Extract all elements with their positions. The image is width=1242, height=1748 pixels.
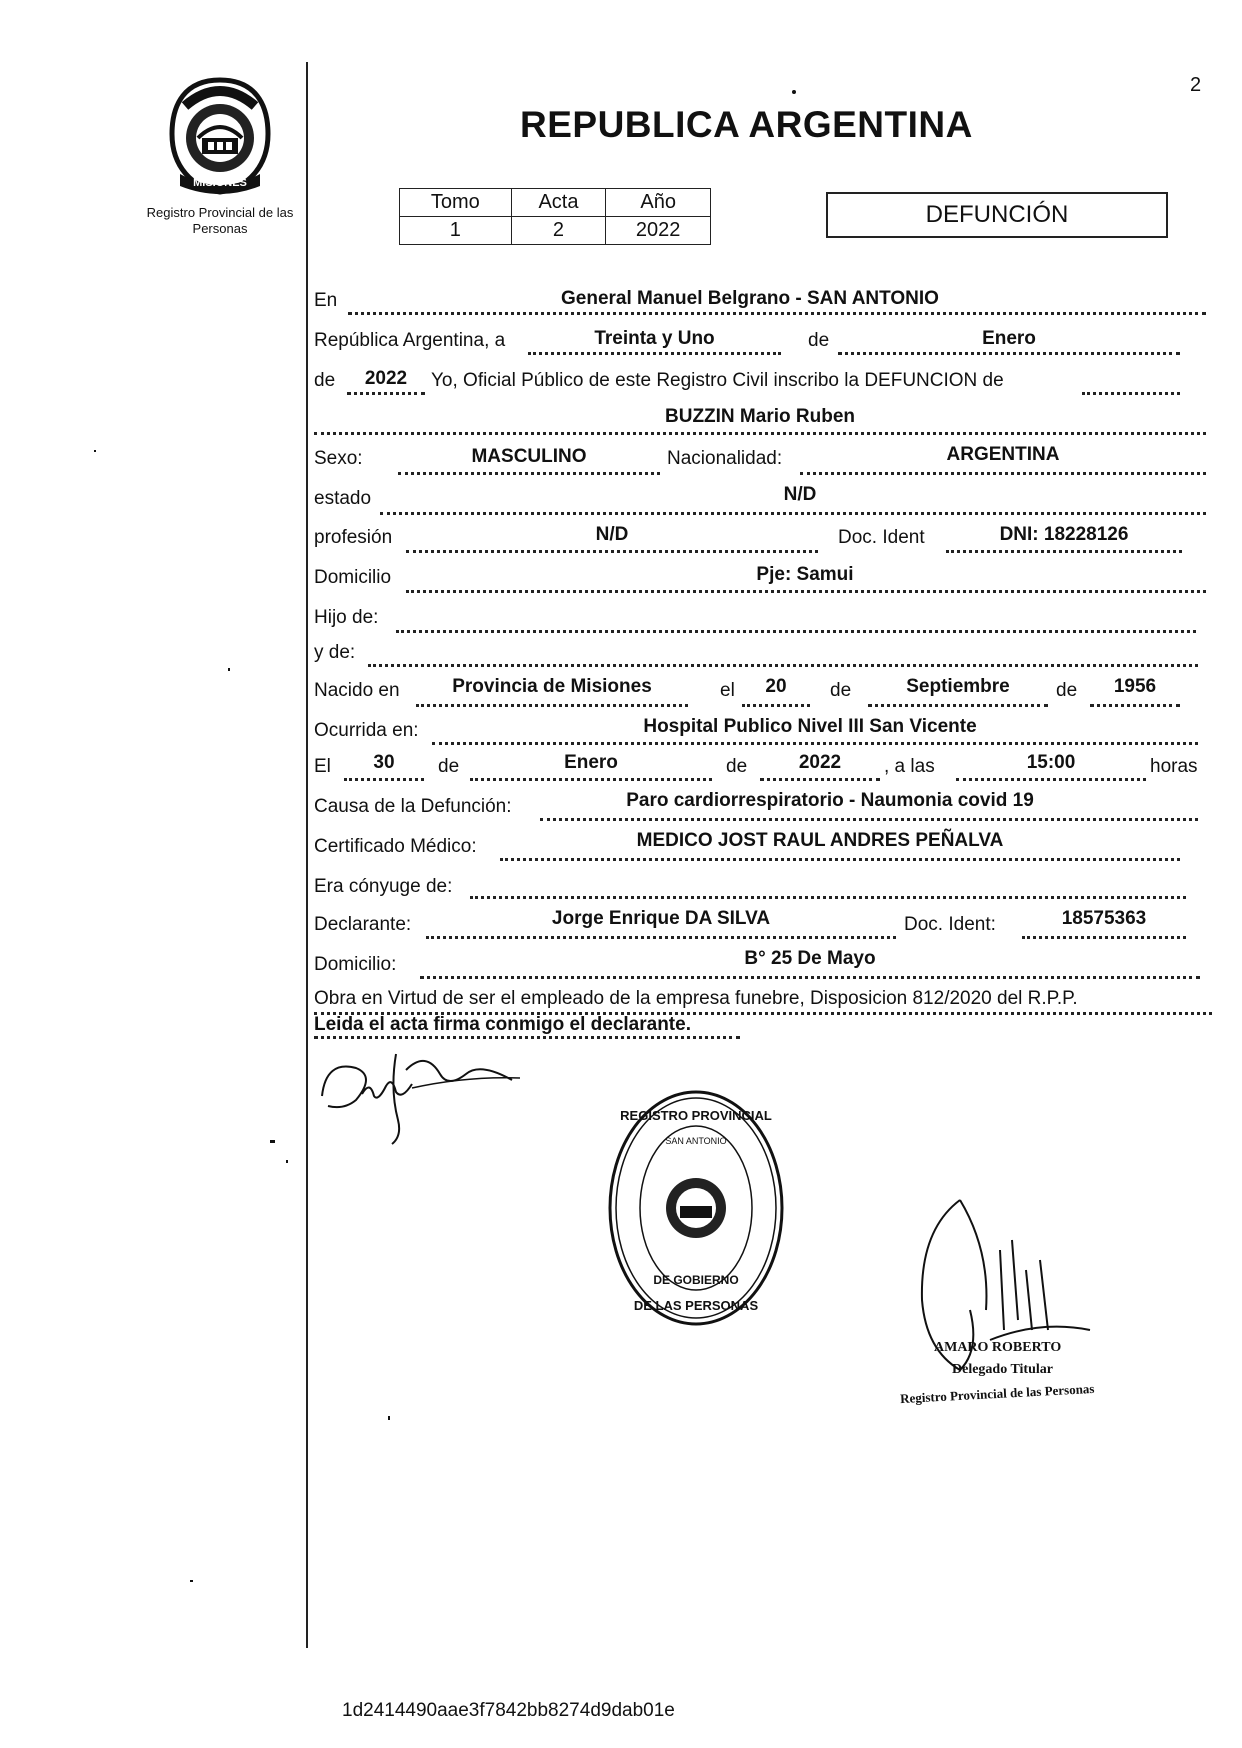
scan-mark (286, 1160, 288, 1163)
dotted-line (398, 472, 660, 475)
svg-text:DE GOBIERNO: DE GOBIERNO (653, 1273, 739, 1287)
dotted-line (348, 312, 1206, 315)
dotted-line (426, 936, 896, 939)
field-nacido-dia: 20 (765, 676, 787, 697)
field-doc-ident: DNI: 18228126 (999, 524, 1129, 545)
dotted-line (800, 472, 1206, 475)
dotted-line (742, 704, 810, 707)
label-de: de (830, 680, 852, 701)
record-table (399, 188, 711, 245)
dotted-line (420, 976, 1200, 979)
table-cell-anio: 2022 (606, 217, 711, 245)
label-ocurrida-en: Ocurrida en: (314, 720, 419, 741)
footer-hash: 1d2414490aae3f7842bb8274d9dab01e (342, 1700, 675, 1721)
label-yo-oficial: Yo, Oficial Público de este Registro Civil inscribo la DEFUNCION de (431, 370, 1004, 391)
dotted-line (528, 352, 781, 355)
dotted-line (946, 550, 1182, 553)
official-stamp-icon (606, 1088, 786, 1328)
dotted-line (380, 512, 1206, 515)
closing-line-2: Leida el acta firma conmigo el declarante. (314, 1014, 691, 1035)
dotted-line (314, 1036, 740, 1039)
svg-text:REGISTRO PROVINCIAL: REGISTRO PROVINCIAL (620, 1108, 772, 1123)
label-el: el (720, 680, 735, 701)
margin-line (306, 62, 308, 1648)
svg-text:MISIONES: MISIONES (193, 177, 247, 189)
dotted-line (540, 818, 1198, 821)
label-sexo: Sexo: (314, 448, 363, 469)
closing-line-1: Obra en Virtud de ser el empleado de la empresa funebre, Disposicion 812/2020 del R.P.P. (314, 988, 1078, 1009)
official-signature-title: Delegado Titular (952, 1362, 1053, 1377)
field-causa: Paro cardiorrespiratorio - Naumonia covid 19 (626, 790, 1034, 811)
field-nacionalidad: ARGENTINA (946, 444, 1060, 465)
field-domicilio: Pje: Samui (756, 564, 854, 585)
label-de: de (726, 756, 748, 777)
dotted-line (956, 778, 1146, 781)
label-de: de (808, 330, 830, 351)
label-de: de (438, 756, 460, 777)
label-domicilio: Domicilio (314, 567, 392, 588)
label-certificado: Certificado Médico: (314, 836, 477, 857)
table-header-acta: Acta (511, 189, 606, 217)
page-number: 2 (1190, 74, 1202, 96)
label-a-las: , a las (884, 756, 935, 777)
field-nacido-en: Provincia de Misiones (452, 676, 652, 697)
dotted-line (760, 778, 880, 781)
label-estado: estado (314, 488, 372, 509)
field-mes-inscripcion: Enero (982, 328, 1036, 349)
field-defuncion-hora: 15:00 (1026, 752, 1076, 773)
dotted-line (406, 590, 1206, 593)
table-cell-tomo: 1 (400, 217, 512, 245)
label-conyuge: Era cónyuge de: (314, 876, 453, 897)
dotted-line (406, 550, 818, 553)
scan-mark (228, 668, 230, 671)
label-causa: Causa de la Defunción: (314, 796, 512, 817)
official-signature-name: AMARO ROBERTO (934, 1340, 1062, 1355)
label-de: de (314, 370, 336, 391)
dotted-line (347, 392, 425, 395)
scan-mark (388, 1416, 390, 1420)
label-el-cap: El (314, 756, 331, 777)
field-nombre-fallecido: BUZZIN Mario Ruben (665, 406, 855, 427)
field-estado: N/D (783, 484, 817, 505)
label-doc-ident-colon: Doc. Ident: (904, 914, 996, 935)
field-sexo: MASCULINO (471, 446, 587, 467)
label-doc-ident: Doc. Ident (838, 527, 925, 548)
field-declarante: Jorge Enrique DA SILVA (551, 908, 771, 929)
field-defuncion-dia: 30 (373, 752, 395, 773)
dotted-line (1090, 704, 1180, 707)
label-nacido-en: Nacido en (314, 680, 400, 701)
table-header-anio: Año (606, 189, 711, 217)
svg-text:DE LAS PERSONAS: DE LAS PERSONAS (633, 1298, 759, 1313)
dotted-line (868, 704, 1048, 707)
dotted-line (314, 432, 1206, 435)
declarant-signature-icon (316, 1040, 526, 1150)
dotted-line (470, 778, 712, 781)
dotted-line (1082, 392, 1180, 395)
field-localidad: General Manuel Belgrano - SAN ANTONIO (561, 288, 939, 309)
dotted-line (1022, 936, 1186, 939)
table-cell-acta: 2 (511, 217, 606, 245)
dotted-line (368, 664, 1198, 667)
record-type-box: DEFUNCIÓN (826, 192, 1168, 238)
field-certificado: MEDICO JOST RAUL ANDRES PEÑALVA (636, 830, 1004, 851)
field-ocurrida-en: Hospital Publico Nivel III San Vicente (643, 716, 977, 737)
table-header-tomo: Tomo (400, 189, 512, 217)
dotted-line (432, 742, 1198, 745)
country-title: REPUBLICA ARGENTINA (520, 104, 973, 145)
dotted-line (838, 352, 1180, 355)
dotted-line (396, 630, 1196, 633)
field-defuncion-mes: Enero (564, 752, 618, 773)
label-republica: República Argentina, a (314, 330, 506, 351)
label-y-de: y de: (314, 642, 356, 663)
official-signature-office: Registro Provincial de las Personas (899, 1380, 1095, 1407)
label-profesion: profesión (314, 527, 393, 548)
label-nacionalidad: Nacionalidad: (667, 448, 783, 469)
dotted-line (416, 704, 688, 707)
label-de: de (1056, 680, 1078, 701)
label-domicilio-colon: Domicilio: (314, 954, 397, 975)
label-horas: horas (1150, 756, 1198, 777)
scan-mark (94, 450, 96, 452)
scan-mark (792, 90, 796, 94)
field-nacido-anio: 1956 (1113, 676, 1157, 697)
registry-name: Registro Provincial de las Personas (146, 205, 294, 236)
label-en: En (314, 290, 338, 311)
misiones-emblem-icon (160, 76, 280, 196)
field-dia-inscripcion: Treinta y Uno (594, 328, 715, 349)
label-declarante: Declarante: (314, 914, 412, 935)
scan-mark (270, 1140, 275, 1143)
dotted-line (470, 896, 1186, 899)
scan-mark (190, 1580, 193, 1582)
field-declarante-domicilio: B° 25 De Mayo (744, 948, 876, 969)
field-profesion: N/D (595, 524, 629, 545)
dotted-line (500, 858, 1180, 861)
field-nacido-mes: Septiembre (906, 676, 1010, 697)
dotted-line (344, 778, 424, 781)
field-declarante-doc: 18575363 (1061, 908, 1147, 929)
label-hijo-de: Hijo de: (314, 607, 379, 628)
svg-text:SAN ANTONIO: SAN ANTONIO (665, 1136, 727, 1146)
field-anio-inscripcion: 2022 (364, 368, 408, 389)
field-defuncion-anio: 2022 (798, 752, 842, 773)
